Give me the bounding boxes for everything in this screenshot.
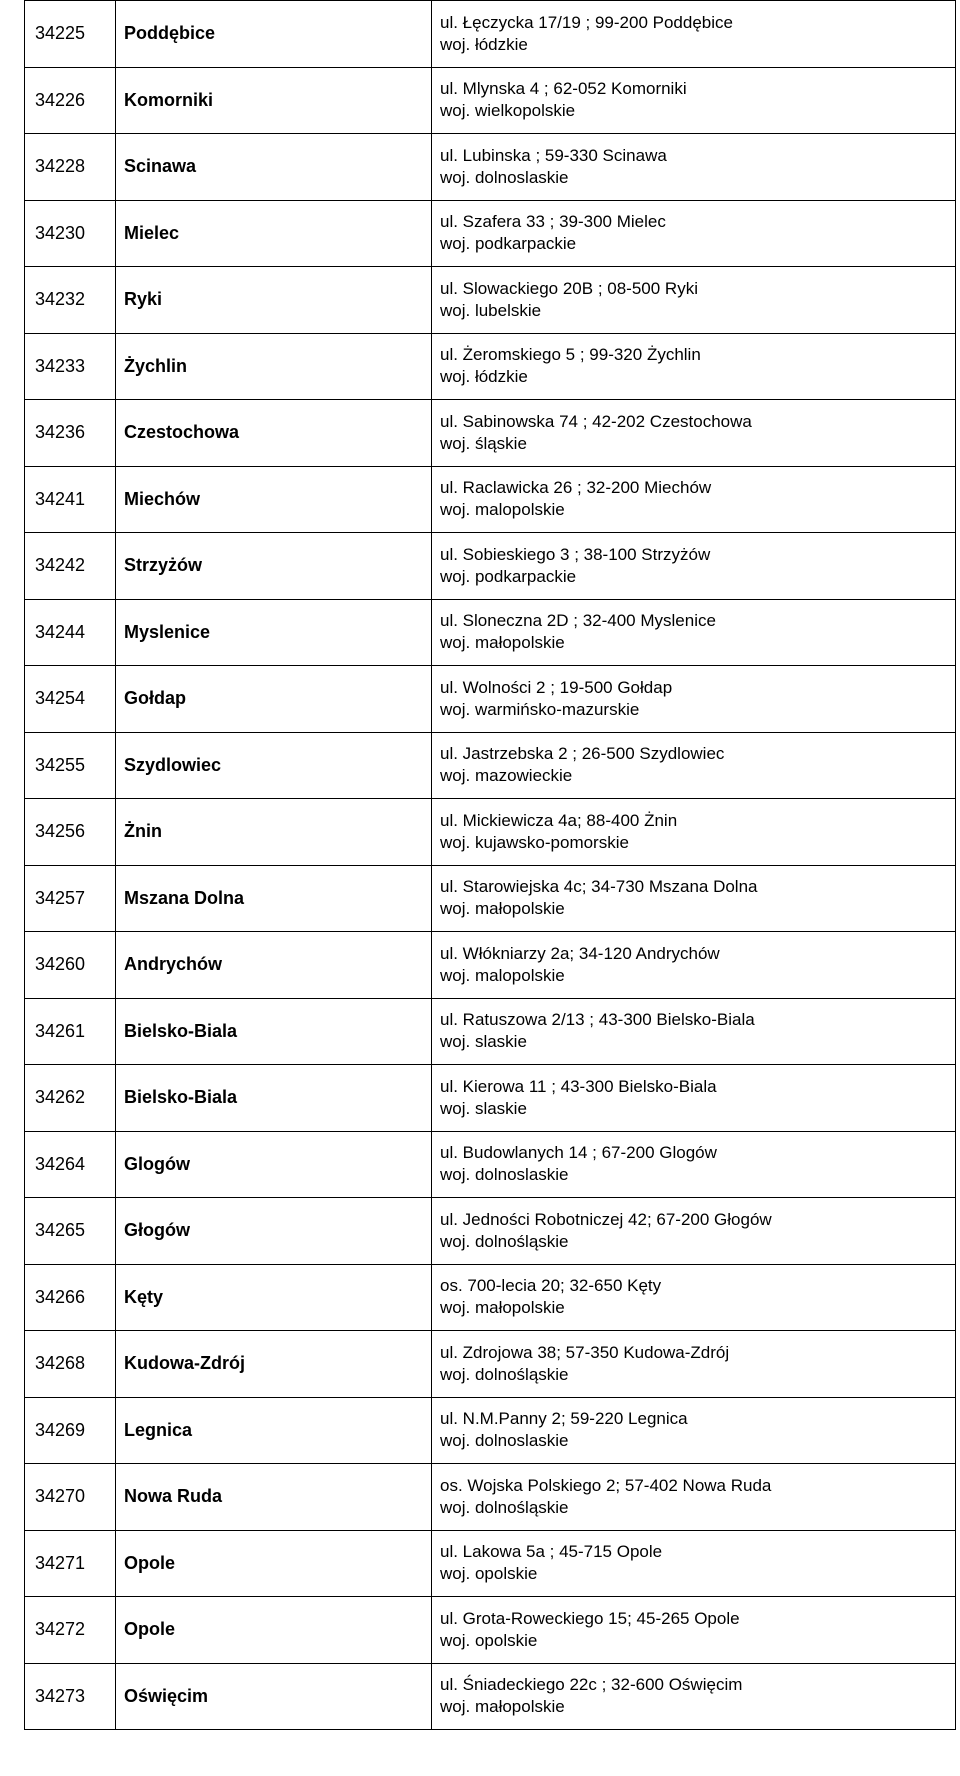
branch-code: 34241	[25, 466, 116, 533]
branch-city: Opole	[116, 1597, 432, 1664]
branch-street: ul. Starowiejska 4c; 34-730 Mszana Dolna	[440, 877, 758, 897]
branch-region: woj. opolskie	[440, 1564, 538, 1584]
branch-code: 34268	[25, 1331, 116, 1398]
branch-street: os. Wojska Polskiego 2; 57-402 Nowa Ruda	[440, 1475, 772, 1495]
branch-address	[432, 134, 956, 201]
branch-city: Żnin	[116, 799, 432, 866]
branch-code: 34261	[25, 998, 116, 1065]
branch-street: ul. Slowackiego 20B ; 08-500 Ryki	[440, 278, 698, 298]
branch-address	[432, 1, 956, 68]
branch-city: Komorniki	[116, 67, 432, 134]
branch-city: Glogów	[116, 1131, 432, 1198]
branch-region: woj. dolnośląskie	[440, 1231, 569, 1251]
branch-street: ul. Łęczycka 17/19 ; 99-200 Poddębice	[440, 12, 733, 32]
branch-region: woj. dolnoslaskie	[440, 1431, 569, 1451]
branch-region: woj. kujawsko-pomorskie	[440, 832, 629, 852]
branch-region: woj. malopolskie	[440, 965, 565, 985]
branch-address	[432, 998, 956, 1065]
branch-region: woj. małopolskie	[440, 633, 565, 653]
branch-street: ul. Śniadeckiego 22c ; 32-600 Oświęcim	[440, 1675, 743, 1695]
table-row	[25, 1, 956, 68]
branch-city: Kęty	[116, 1264, 432, 1331]
branch-region: woj. mazowieckie	[440, 766, 573, 786]
branch-address	[432, 1065, 956, 1132]
branch-code: 34273	[25, 1663, 116, 1730]
branch-address	[432, 599, 956, 666]
branch-city: Kudowa-Zdrój	[116, 1331, 432, 1398]
branch-code: 34271	[25, 1530, 116, 1597]
table-row	[25, 865, 956, 932]
table-row	[25, 466, 956, 533]
branch-code: 34242	[25, 533, 116, 600]
branch-street: ul. Żeromskiego 5 ; 99-320 Żychlin	[440, 345, 701, 365]
branch-region: woj. malopolskie	[440, 500, 565, 520]
branch-region: woj. podkarpackie	[440, 566, 577, 586]
branch-city: Oświęcim	[116, 1663, 432, 1730]
table-row	[25, 267, 956, 334]
table-row	[25, 1131, 956, 1198]
branch-address	[432, 400, 956, 467]
table-row	[25, 932, 956, 999]
branch-city: Strzyżów	[116, 533, 432, 600]
branch-city: Myslenice	[116, 599, 432, 666]
branch-street: ul. Jedności Robotniczej 42; 67-200 Głogów	[440, 1209, 772, 1229]
branch-address	[432, 1131, 956, 1198]
branch-code: 34228	[25, 134, 116, 201]
branch-city: Legnica	[116, 1397, 432, 1464]
branch-region: woj. lubelskie	[440, 300, 542, 320]
branch-city: Gołdap	[116, 666, 432, 733]
table-row	[25, 1663, 956, 1730]
branch-code: 34232	[25, 267, 116, 334]
branch-region: woj. dolnośląskie	[440, 1497, 569, 1517]
branch-address	[432, 1397, 956, 1464]
branch-city: Mszana Dolna	[116, 865, 432, 932]
table-row	[25, 1597, 956, 1664]
branch-street: ul. Mickiewicza 4a; 88-400 Żnin	[440, 810, 678, 830]
branch-street: ul. Sobieskiego 3 ; 38-100 Strzyżów	[440, 544, 711, 564]
branch-code: 34260	[25, 932, 116, 999]
branch-address	[432, 67, 956, 134]
branch-code: 34254	[25, 666, 116, 733]
branch-region: woj. dolnoslaskie	[440, 1165, 569, 1185]
branch-code: 34265	[25, 1198, 116, 1265]
branch-code: 34266	[25, 1264, 116, 1331]
branch-street: ul. Kierowa 11 ; 43-300 Bielsko-Biala	[440, 1076, 717, 1096]
branch-code: 34256	[25, 799, 116, 866]
branch-region: woj. małopolskie	[440, 1298, 565, 1318]
table-row	[25, 1464, 956, 1531]
branch-street: ul. Jastrzebska 2 ; 26-500 Szydlowiec	[440, 744, 725, 764]
table-row	[25, 998, 956, 1065]
branch-code: 34262	[25, 1065, 116, 1132]
branch-code: 34257	[25, 865, 116, 932]
branch-code: 34269	[25, 1397, 116, 1464]
branch-address	[432, 466, 956, 533]
table-row	[25, 799, 956, 866]
branch-city: Żychlin	[116, 333, 432, 400]
branch-region: woj. slaskie	[440, 1098, 527, 1118]
branch-city: Scinawa	[116, 134, 432, 201]
branch-region: woj. śląskie	[440, 433, 527, 453]
branch-address	[432, 932, 956, 999]
branch-region: woj. łódzkie	[440, 367, 528, 387]
table-row	[25, 400, 956, 467]
branch-address	[432, 1331, 956, 1398]
table-row	[25, 333, 956, 400]
branch-street: ul. Szafera 33 ; 39-300 Mielec	[440, 212, 666, 232]
branch-list-page	[24, 0, 956, 1730]
branch-address	[432, 267, 956, 334]
branch-region: woj. dolnoslaskie	[440, 167, 569, 187]
branch-address	[432, 732, 956, 799]
table-row	[25, 732, 956, 799]
branch-address	[432, 1663, 956, 1730]
table-row	[25, 134, 956, 201]
branch-address	[432, 1464, 956, 1531]
branch-city: Andrychów	[116, 932, 432, 999]
table-row	[25, 533, 956, 600]
branch-street: ul. Sabinowska 74 ; 42-202 Czestochowa	[440, 411, 752, 431]
branch-address	[432, 200, 956, 267]
branch-street: ul. Włókniarzy 2a; 34-120 Andrychów	[440, 943, 720, 963]
branch-address	[432, 333, 956, 400]
branch-code: 34226	[25, 67, 116, 134]
table-row	[25, 1198, 956, 1265]
branch-address	[432, 1264, 956, 1331]
branch-table-body	[25, 1, 956, 1730]
branch-city: Czestochowa	[116, 400, 432, 467]
branch-code: 34236	[25, 400, 116, 467]
branch-code: 34233	[25, 333, 116, 400]
branch-street: ul. Sloneczna 2D ; 32-400 Myslenice	[440, 611, 716, 631]
branch-city: Głogów	[116, 1198, 432, 1265]
branch-code: 34244	[25, 599, 116, 666]
branch-address	[432, 865, 956, 932]
branch-city: Mielec	[116, 200, 432, 267]
branch-region: woj. warmińsko-mazurskie	[440, 699, 640, 719]
branch-code: 34225	[25, 1, 116, 68]
branch-address	[432, 1530, 956, 1597]
branch-address	[432, 1597, 956, 1664]
branch-region: woj. łódzkie	[440, 34, 528, 54]
branch-city: Nowa Ruda	[116, 1464, 432, 1531]
table-row	[25, 666, 956, 733]
branch-street: ul. Wolności 2 ; 19-500 Gołdap	[440, 677, 673, 697]
branch-street: ul. Lubinska ; 59-330 Scinawa	[440, 145, 667, 165]
table-row	[25, 67, 956, 134]
branch-region: woj. slaskie	[440, 1032, 527, 1052]
branch-address	[432, 533, 956, 600]
table-row	[25, 1065, 956, 1132]
branch-code: 34230	[25, 200, 116, 267]
branch-region: woj. podkarpackie	[440, 234, 577, 254]
branch-city: Szydlowiec	[116, 732, 432, 799]
table-row	[25, 599, 956, 666]
branch-code: 34270	[25, 1464, 116, 1531]
branch-address	[432, 1198, 956, 1265]
branch-region: woj. opolskie	[440, 1630, 538, 1650]
branch-region: woj. wielkopolskie	[440, 101, 576, 121]
branch-city: Opole	[116, 1530, 432, 1597]
table-row	[25, 1264, 956, 1331]
branch-region: woj. dolnośląskie	[440, 1364, 569, 1384]
branch-street: ul. Zdrojowa 38; 57-350 Kudowa-Zdrój	[440, 1342, 730, 1362]
table-row	[25, 1331, 956, 1398]
branch-street: ul. N.M.Panny 2; 59-220 Legnica	[440, 1409, 688, 1429]
table-row	[25, 1397, 956, 1464]
branch-street: ul. Ratuszowa 2/13 ; 43-300 Bielsko-Biala	[440, 1010, 755, 1030]
branch-street: ul. Mlynska 4 ; 62-052 Komorniki	[440, 79, 687, 99]
branch-street: os. 700-lecia 20; 32-650 Kęty	[440, 1276, 662, 1296]
branch-city: Miechów	[116, 466, 432, 533]
branch-city: Poddębice	[116, 1, 432, 68]
branch-address	[432, 799, 956, 866]
branch-region: woj. małopolskie	[440, 1697, 565, 1717]
branch-street: ul. Budowlanych 14 ; 67-200 Glogów	[440, 1143, 717, 1163]
branch-street: ul. Grota-Roweckiego 15; 45-265 Opole	[440, 1608, 740, 1628]
table-row	[25, 1530, 956, 1597]
branch-region: woj. małopolskie	[440, 899, 565, 919]
branch-street: ul. Raclawicka 26 ; 32-200 Miechów	[440, 478, 712, 498]
branch-code: 34264	[25, 1131, 116, 1198]
branch-city: Bielsko-Biala	[116, 1065, 432, 1132]
branch-code: 34255	[25, 732, 116, 799]
table-row	[25, 200, 956, 267]
branch-city: Ryki	[116, 267, 432, 334]
branch-table	[24, 0, 956, 1730]
branch-code: 34272	[25, 1597, 116, 1664]
branch-address	[432, 666, 956, 733]
branch-city: Bielsko-Biala	[116, 998, 432, 1065]
branch-street: ul. Lakowa 5a ; 45-715 Opole	[440, 1542, 663, 1562]
